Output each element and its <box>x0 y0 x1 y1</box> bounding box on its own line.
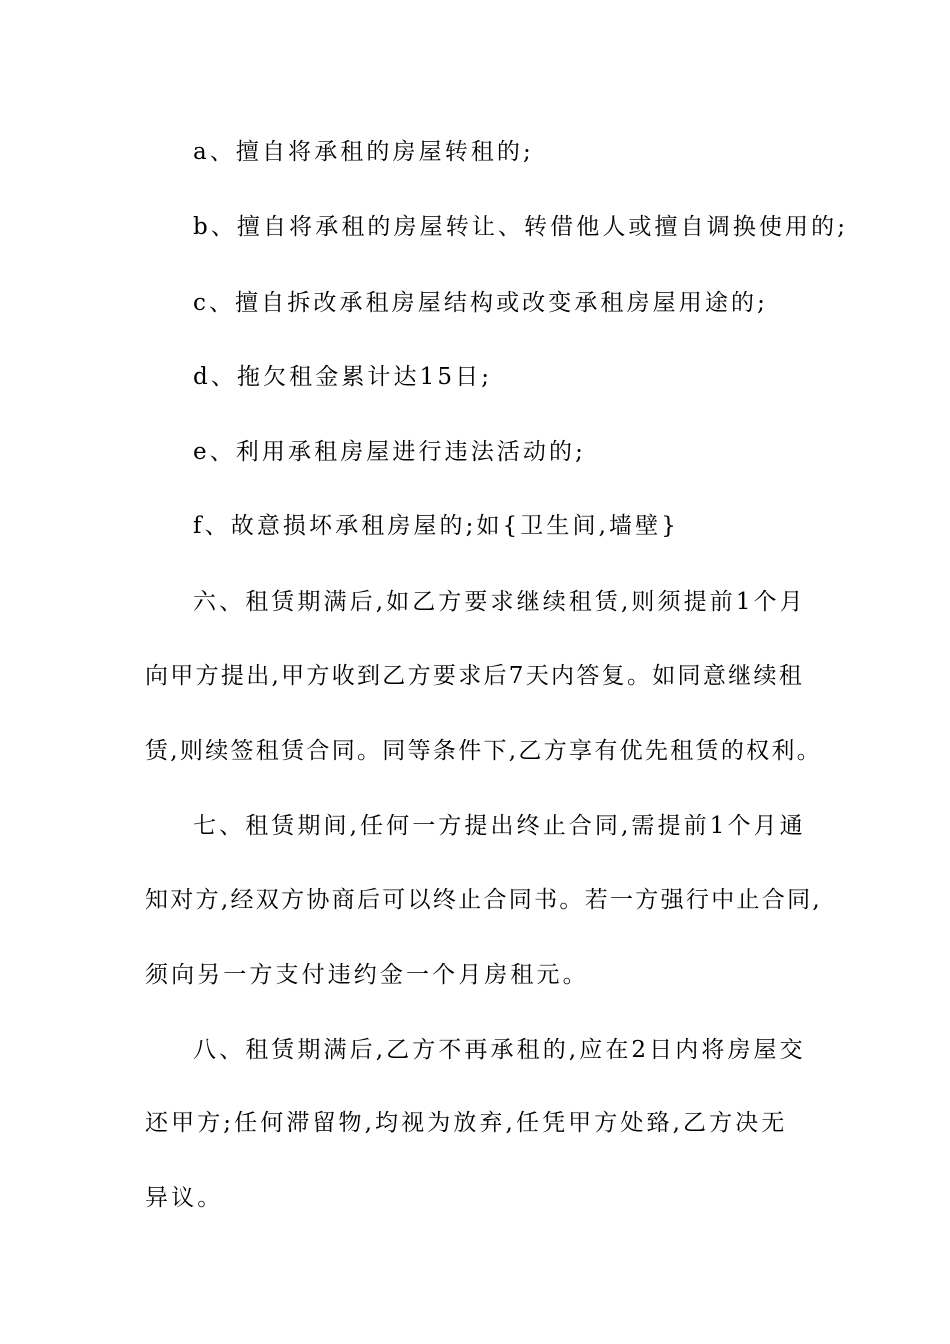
list-item-b: b、擅自将承租的房屋转让、转借他人或擅自调换使用的; <box>193 214 849 240</box>
list-item-a: a、擅自将承租的房屋转租的; <box>193 139 534 165</box>
clause-eight-line-3: 异议。 <box>145 1185 224 1211</box>
clause-seven-line-1: 七、租赁期间,任何一方提出终止合同,需提前1个月通 <box>193 813 806 839</box>
clause-eight-line-2: 还甲方;任何滞留物,均视为放弃,任凭甲方处臵,乙方决无 <box>145 1110 788 1136</box>
list-item-d: d、拖欠租金累计达15日; <box>193 364 493 390</box>
list-item-e: e、利用承租房屋进行违法活动的; <box>193 439 586 465</box>
clause-six-line-2: 向甲方提出,甲方收到乙方要求后7天内答复。如同意继续租 <box>145 663 805 689</box>
list-item-f: f、故意损坏承租房屋的;如{卫生间,墙壁} <box>193 513 679 539</box>
list-item-c: c、擅自拆改承租房屋结构或改变承租房屋用途的; <box>193 290 768 316</box>
clause-six-line-1: 六、租赁期满后,如乙方要求继续租赁,则须提前1个月 <box>193 589 806 615</box>
clause-seven-line-3: 须向另一方支付违约金一个月房租元。 <box>145 962 589 988</box>
clause-eight-line-1: 八、租赁期满后,乙方不再承租的,应在2日内将房屋交 <box>193 1037 806 1063</box>
clause-six-line-3: 赁,则续签租赁合同。同等条件下,乙方享有优先租赁的权利。 <box>145 738 823 764</box>
clause-seven-line-2: 知对方,经双方协商后可以终止合同书。若一方强行中止合同, <box>145 887 823 913</box>
